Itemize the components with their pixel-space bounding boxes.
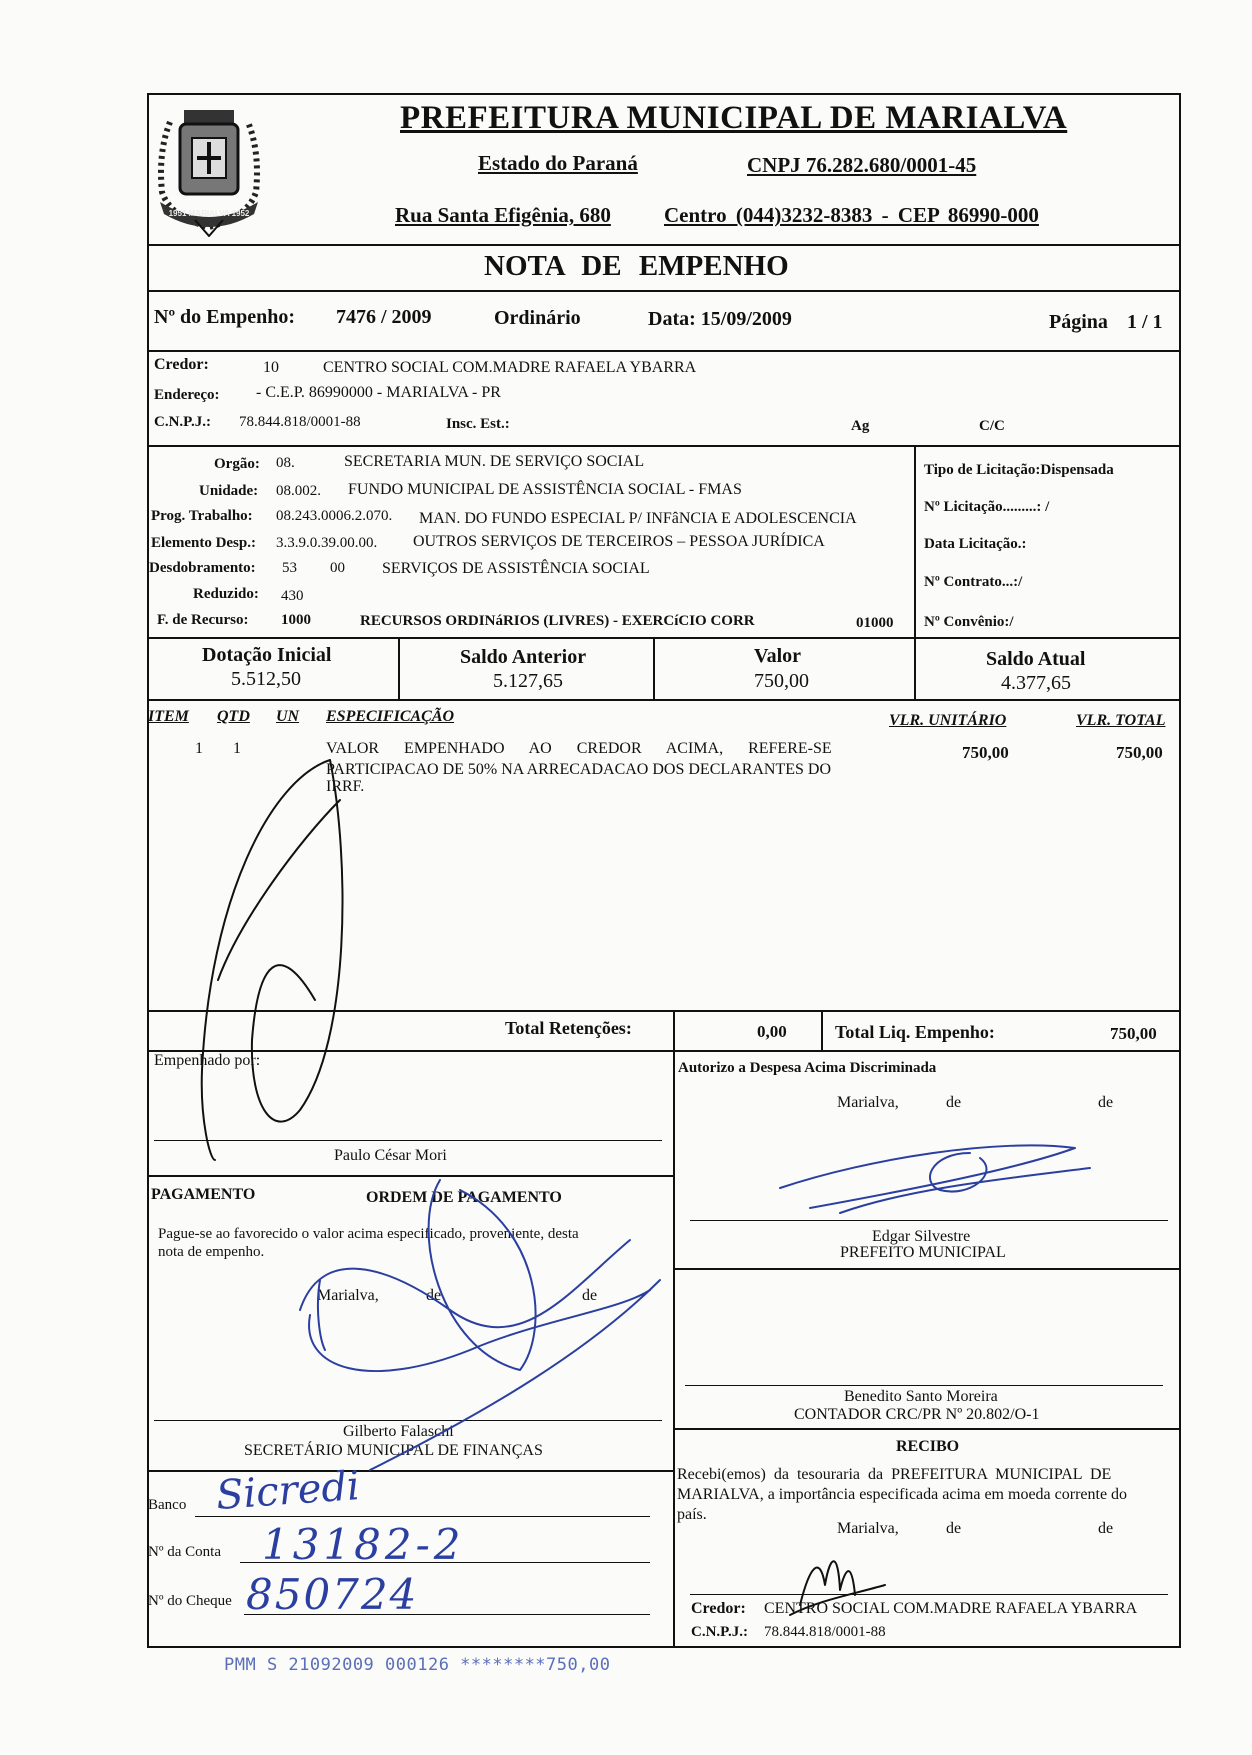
prefeito-role: PREFEITO MUNICIPAL — [840, 1244, 1006, 1261]
secretario-signature — [290, 1170, 670, 1470]
pagamento-de2: de — [582, 1287, 598, 1304]
signature-line — [690, 1594, 1168, 1595]
recibo-text-line2: MARIALVA, a importância especificada acima em moeda corrente do — [677, 1486, 1128, 1503]
retencoes-label: Total Retenções: — [505, 1018, 632, 1038]
cc-label: C/C — [979, 418, 1005, 434]
valor-value: 750,00 — [754, 670, 809, 692]
recibo-place: Marialva, — [837, 1520, 899, 1537]
divider — [147, 290, 1181, 292]
document-title: NOTA DE EMPENHO — [484, 250, 789, 282]
divider — [673, 1050, 675, 1648]
page-number: 1 / 1 — [1127, 311, 1163, 333]
fonte-name: RECURSOS ORDINáRIOS (LIVRES) - EXERCíCIO CORR — [360, 613, 755, 629]
seal-text: 1951 MARIALVA 1952 — [168, 209, 250, 218]
secretario-name: Gilberto Falaschi — [343, 1423, 454, 1440]
empenho-number-label: Nº do Empenho: — [154, 306, 296, 328]
saldo-anterior-label: Saldo Anterior — [460, 646, 587, 668]
credor-code: 10 — [263, 359, 279, 376]
divider — [914, 637, 916, 699]
saldo-anterior-value: 5.127,65 — [493, 670, 563, 692]
divider — [398, 637, 400, 699]
header-street: Rua Santa Efigênia, 680 — [395, 203, 611, 227]
reduzido-code: 430 — [281, 588, 304, 604]
desdobramento-name: SERVIÇOS DE ASSISTÊNCIA SOCIAL — [382, 560, 650, 577]
pagamento-de1: de — [426, 1287, 442, 1304]
banco-handwritten: Sicredi — [214, 1463, 362, 1519]
col-vlr-total: VLR. TOTAL — [1076, 712, 1166, 729]
elemento-label: Elemento Desp.: — [151, 535, 256, 551]
divider — [653, 637, 655, 699]
recibo-cnpj: 78.844.818/0001-88 — [764, 1624, 886, 1640]
orgao-name: SECRETARIA MUN. DE SERVIÇO SOCIAL — [344, 453, 645, 470]
credor-label: Credor: — [154, 356, 209, 373]
orgao-label: Orgão: — [214, 456, 260, 472]
fonte-label: F. de Recurso: — [157, 612, 249, 628]
ordem-pagamento-label: ORDEM DE PAGAMENTO — [366, 1189, 562, 1206]
conta-label: Nº da Conta — [148, 1544, 221, 1560]
autorizo-place: Marialva, — [837, 1094, 899, 1111]
item-desc-line1: VALOR EMPENHADO AO CREDOR ACIMA, REFERE-SE — [326, 740, 832, 757]
divider — [147, 445, 1181, 447]
empenho-number: 7476 / 2009 — [336, 306, 432, 328]
item-desc-line2: PARTICIPACAO DE 50% NA ARRECADACAO DOS DECLARANTES DO — [326, 761, 832, 778]
licitacao-tipo: Tipo de Licitação:Dispensada — [924, 462, 1114, 478]
liquido-label: Total Liq. Empenho: — [835, 1022, 995, 1042]
divider — [673, 1010, 675, 1050]
saldo-atual-value: 4.377,65 — [1001, 672, 1071, 694]
prefeito-signature — [770, 1128, 1100, 1228]
prog-name: MAN. DO FUNDO ESPECIAL P/ INFâNCIA E ADOLESCENCIA — [419, 510, 857, 527]
autorizo-label: Autorizo a Despesa Acima Discriminada — [678, 1060, 937, 1076]
recibo-credor-label: Credor: — [691, 1600, 746, 1617]
col-item: ITEM — [148, 708, 189, 725]
unidade-name: FUNDO MUNICIPAL DE ASSISTÊNCIA SOCIAL - FMAS — [348, 481, 742, 498]
item-number: 1 — [195, 740, 203, 757]
empenhado-signature — [180, 740, 380, 1160]
elemento-name: OUTROS SERVIÇOS DE TERCEIROS – PESSOA JURÍDICA — [413, 533, 825, 550]
orgao-code: 08. — [276, 455, 295, 471]
item-qtd: 1 — [233, 740, 241, 757]
pagamento-text-line2: nota de empenho. — [158, 1244, 265, 1260]
credor-cnpj: 78.844.818/0001-88 — [239, 414, 361, 430]
item-vlr-unitario: 750,00 — [962, 743, 1009, 762]
empenho-date: Data: 15/09/2009 — [648, 308, 792, 330]
desdobramento-code: 53 — [282, 560, 297, 576]
divider — [147, 244, 1181, 246]
address-label: Endereço: — [154, 387, 220, 403]
empenhado-name: Paulo César Mori — [334, 1147, 447, 1164]
saldo-atual-label: Saldo Atual — [986, 648, 1086, 670]
credor-address: - C.E.P. 86990000 - MARIALVA - PR — [256, 384, 501, 401]
desdobramento-sub: 00 — [330, 560, 345, 576]
pagamento-place: Marialva, — [317, 1287, 379, 1304]
recibo-signature — [780, 1545, 890, 1625]
prefeito-name: Edgar Silvestre — [872, 1228, 971, 1245]
dotacao-label: Dotação Inicial — [202, 644, 332, 666]
autorizo-de2: de — [1098, 1094, 1114, 1111]
convenio-number: Nº Convênio:/ — [924, 614, 1014, 630]
elemento-code: 3.3.9.0.39.00.00. — [276, 535, 378, 551]
desdobramento-label: Desdobramento: — [149, 560, 256, 576]
conta-handwritten: 13182-2 — [262, 1520, 465, 1569]
cheque-handwritten: 850724 — [246, 1570, 419, 1619]
divider — [821, 1010, 823, 1050]
header-title: PREFEITURA MUNICIPAL DE MARIALVA — [400, 100, 1068, 136]
cnpj-label: C.N.P.J.: — [154, 414, 211, 430]
col-qtd: QTD — [217, 708, 250, 725]
dotacao-value: 5.512,50 — [231, 668, 301, 690]
divider — [914, 445, 916, 637]
signature-line — [685, 1385, 1163, 1386]
licitacao-data: Data Licitação.: — [924, 536, 1027, 552]
recibo-text-line1: Recebi(emos) da tesouraria da PREFEITURA MUNICIPAL DE — [677, 1466, 1112, 1483]
recibo-credor-name: CENTRO SOCIAL COM.MADRE RAFAELA YBARRA — [764, 1600, 1138, 1617]
banco-label: Banco — [148, 1497, 187, 1513]
contador-name: Benedito Santo Moreira — [844, 1388, 998, 1405]
divider — [673, 1268, 1181, 1270]
secretario-role: SECRETÁRIO MUNICIPAL DE FINANÇAS — [244, 1442, 543, 1459]
credor-name: CENTRO SOCIAL COM.MADRE RAFAELA YBARRA — [323, 359, 697, 376]
prog-label: Prog. Trabalho: — [151, 508, 253, 524]
valor-label: Valor — [754, 645, 802, 667]
col-especificacao: ESPECIFICAÇÃO — [326, 708, 455, 725]
fonte-number: 01000 — [856, 615, 894, 631]
prog-code: 08.243.0006.2.070. — [276, 508, 393, 524]
recibo-title: RECIBO — [896, 1438, 960, 1455]
divider — [673, 1428, 1181, 1430]
divider — [147, 637, 1181, 639]
unidade-label: Unidade: — [199, 483, 259, 499]
page-label: Página — [1049, 311, 1108, 333]
recibo-de1: de — [946, 1520, 962, 1537]
ag-label: Ag — [851, 418, 870, 434]
col-vlr-unitario: VLR. UNITÁRIO — [889, 712, 1007, 729]
cheque-label: Nº do Cheque — [148, 1593, 232, 1609]
liquido-value: 750,00 — [1110, 1024, 1157, 1043]
divider — [147, 699, 1181, 701]
header-district-phone: Centro (044)3232-8383 - CEP 86990-000 — [664, 203, 1039, 227]
bank-stamp: PMM S 21092009 000126 ********750,00 — [224, 1655, 611, 1675]
licitacao-numero: Nº Licitação.........: / — [924, 499, 1050, 515]
col-un: UN — [276, 708, 300, 725]
pagamento-text-line1: Pague-se ao favorecido o valor acima especificado, proveniente, desta — [158, 1226, 579, 1242]
header-state: Estado do Paraná — [478, 151, 638, 175]
recibo-cnpj-label: C.N.P.J.: — [691, 1624, 748, 1640]
contador-role: CONTADOR CRC/PR Nº 20.802/O-1 — [794, 1406, 1040, 1423]
header-cnpj: CNPJ 76.282.680/0001-45 — [747, 153, 977, 177]
contrato-number: Nº Contrato...:/ — [924, 574, 1023, 590]
divider — [147, 350, 1181, 352]
pagamento-label: PAGAMENTO — [151, 1186, 256, 1203]
recibo-text-line3: país. — [677, 1506, 707, 1523]
recibo-de2: de — [1098, 1520, 1114, 1537]
reduzido-label: Reduzido: — [193, 586, 259, 602]
fonte-code: 1000 — [281, 612, 311, 628]
empenhado-label: Empenhado por: — [154, 1052, 261, 1069]
banco-line — [195, 1516, 650, 1517]
unidade-code: 08.002. — [276, 483, 321, 499]
empenho-type: Ordinário — [494, 307, 581, 329]
item-desc-line3: IRRF. — [326, 778, 365, 795]
insc-est-label: Insc. Est.: — [446, 416, 510, 432]
autorizo-de1: de — [946, 1094, 962, 1111]
item-vlr-total: 750,00 — [1116, 743, 1163, 762]
municipal-seal — [150, 92, 268, 237]
retencoes-value: 0,00 — [757, 1022, 787, 1041]
